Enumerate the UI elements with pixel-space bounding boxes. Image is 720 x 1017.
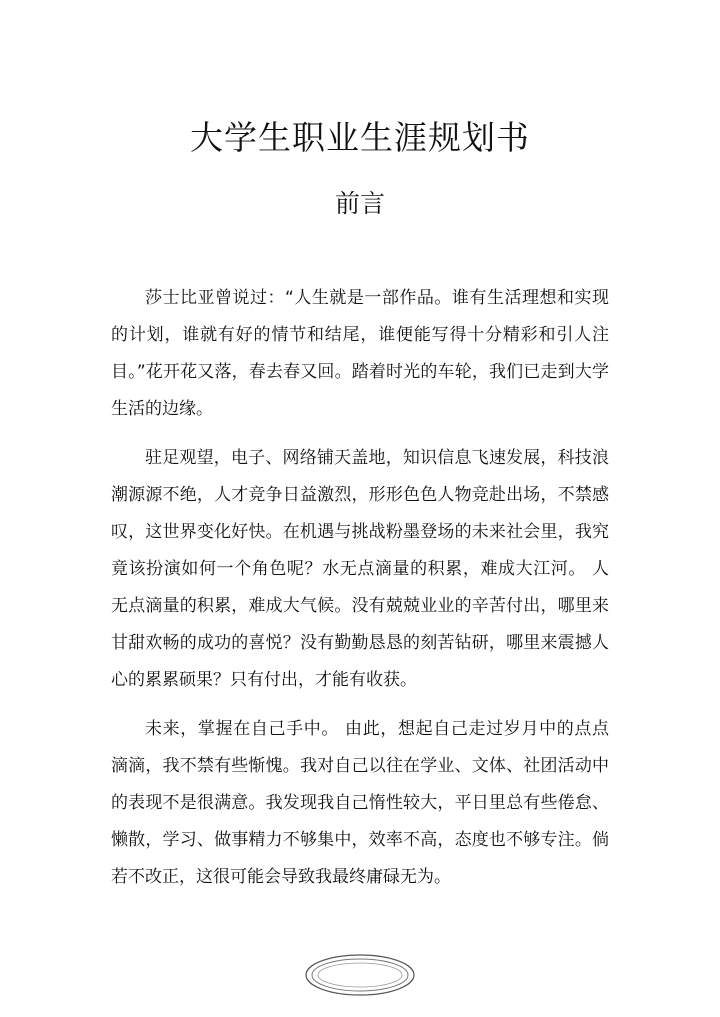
document-title: 大学生职业生涯规划书	[190, 118, 530, 157]
paragraph-3: 未来，掌握在自己手中。 由此，想起自己走过岁月中的点点滴滴，我不禁有些惭愧。我对自己以往在学业、文体、社团活动中的表现不是很满意。我发现我自己惰性较大，平日里总有些倦怠、懒散，学习、做事精力不够集中，效率不高，态度也不够专注。倘若不改正，这很可能会导致我最终庸碌无为。	[111, 719, 609, 887]
paragraph-2: 驻足观望，电子、网络铺天盖地，知识信息飞速发展，科技浪潮源源不绝，人才竞争日益激烈，形形色色人物竞赴出场，不禁感叹，这世界变化好快。在机遇与挑战粉墨登场的未来社会里，我究竟该扮演如何一个角色呢？水无点滴量的积累，难成大江河。 人无点滴量的积累，难成大气候。没有兢兢业业的辛苦付出，哪里来甘甜欢畅的成功的喜悦？没有勤勤恳恳的刻苦钻研，哪里来震撼人心的累累硕果？只有付出，才能有收获。	[111, 448, 609, 690]
section-heading: 前言	[334, 189, 385, 218]
oval-page-ornament-icon	[304, 953, 416, 997]
paragraph-1: 莎士比亚曾说过：“人生就是一部作品。谁有生活理想和实现的计划，谁就有好的情节和结尾，谁便能写得十分精彩和引人注目。”花开花又落，春去春又回。踏着时光的车轮，我们已走到大学生活的边缘。	[111, 288, 609, 419]
document-body	[111, 280, 609, 908]
